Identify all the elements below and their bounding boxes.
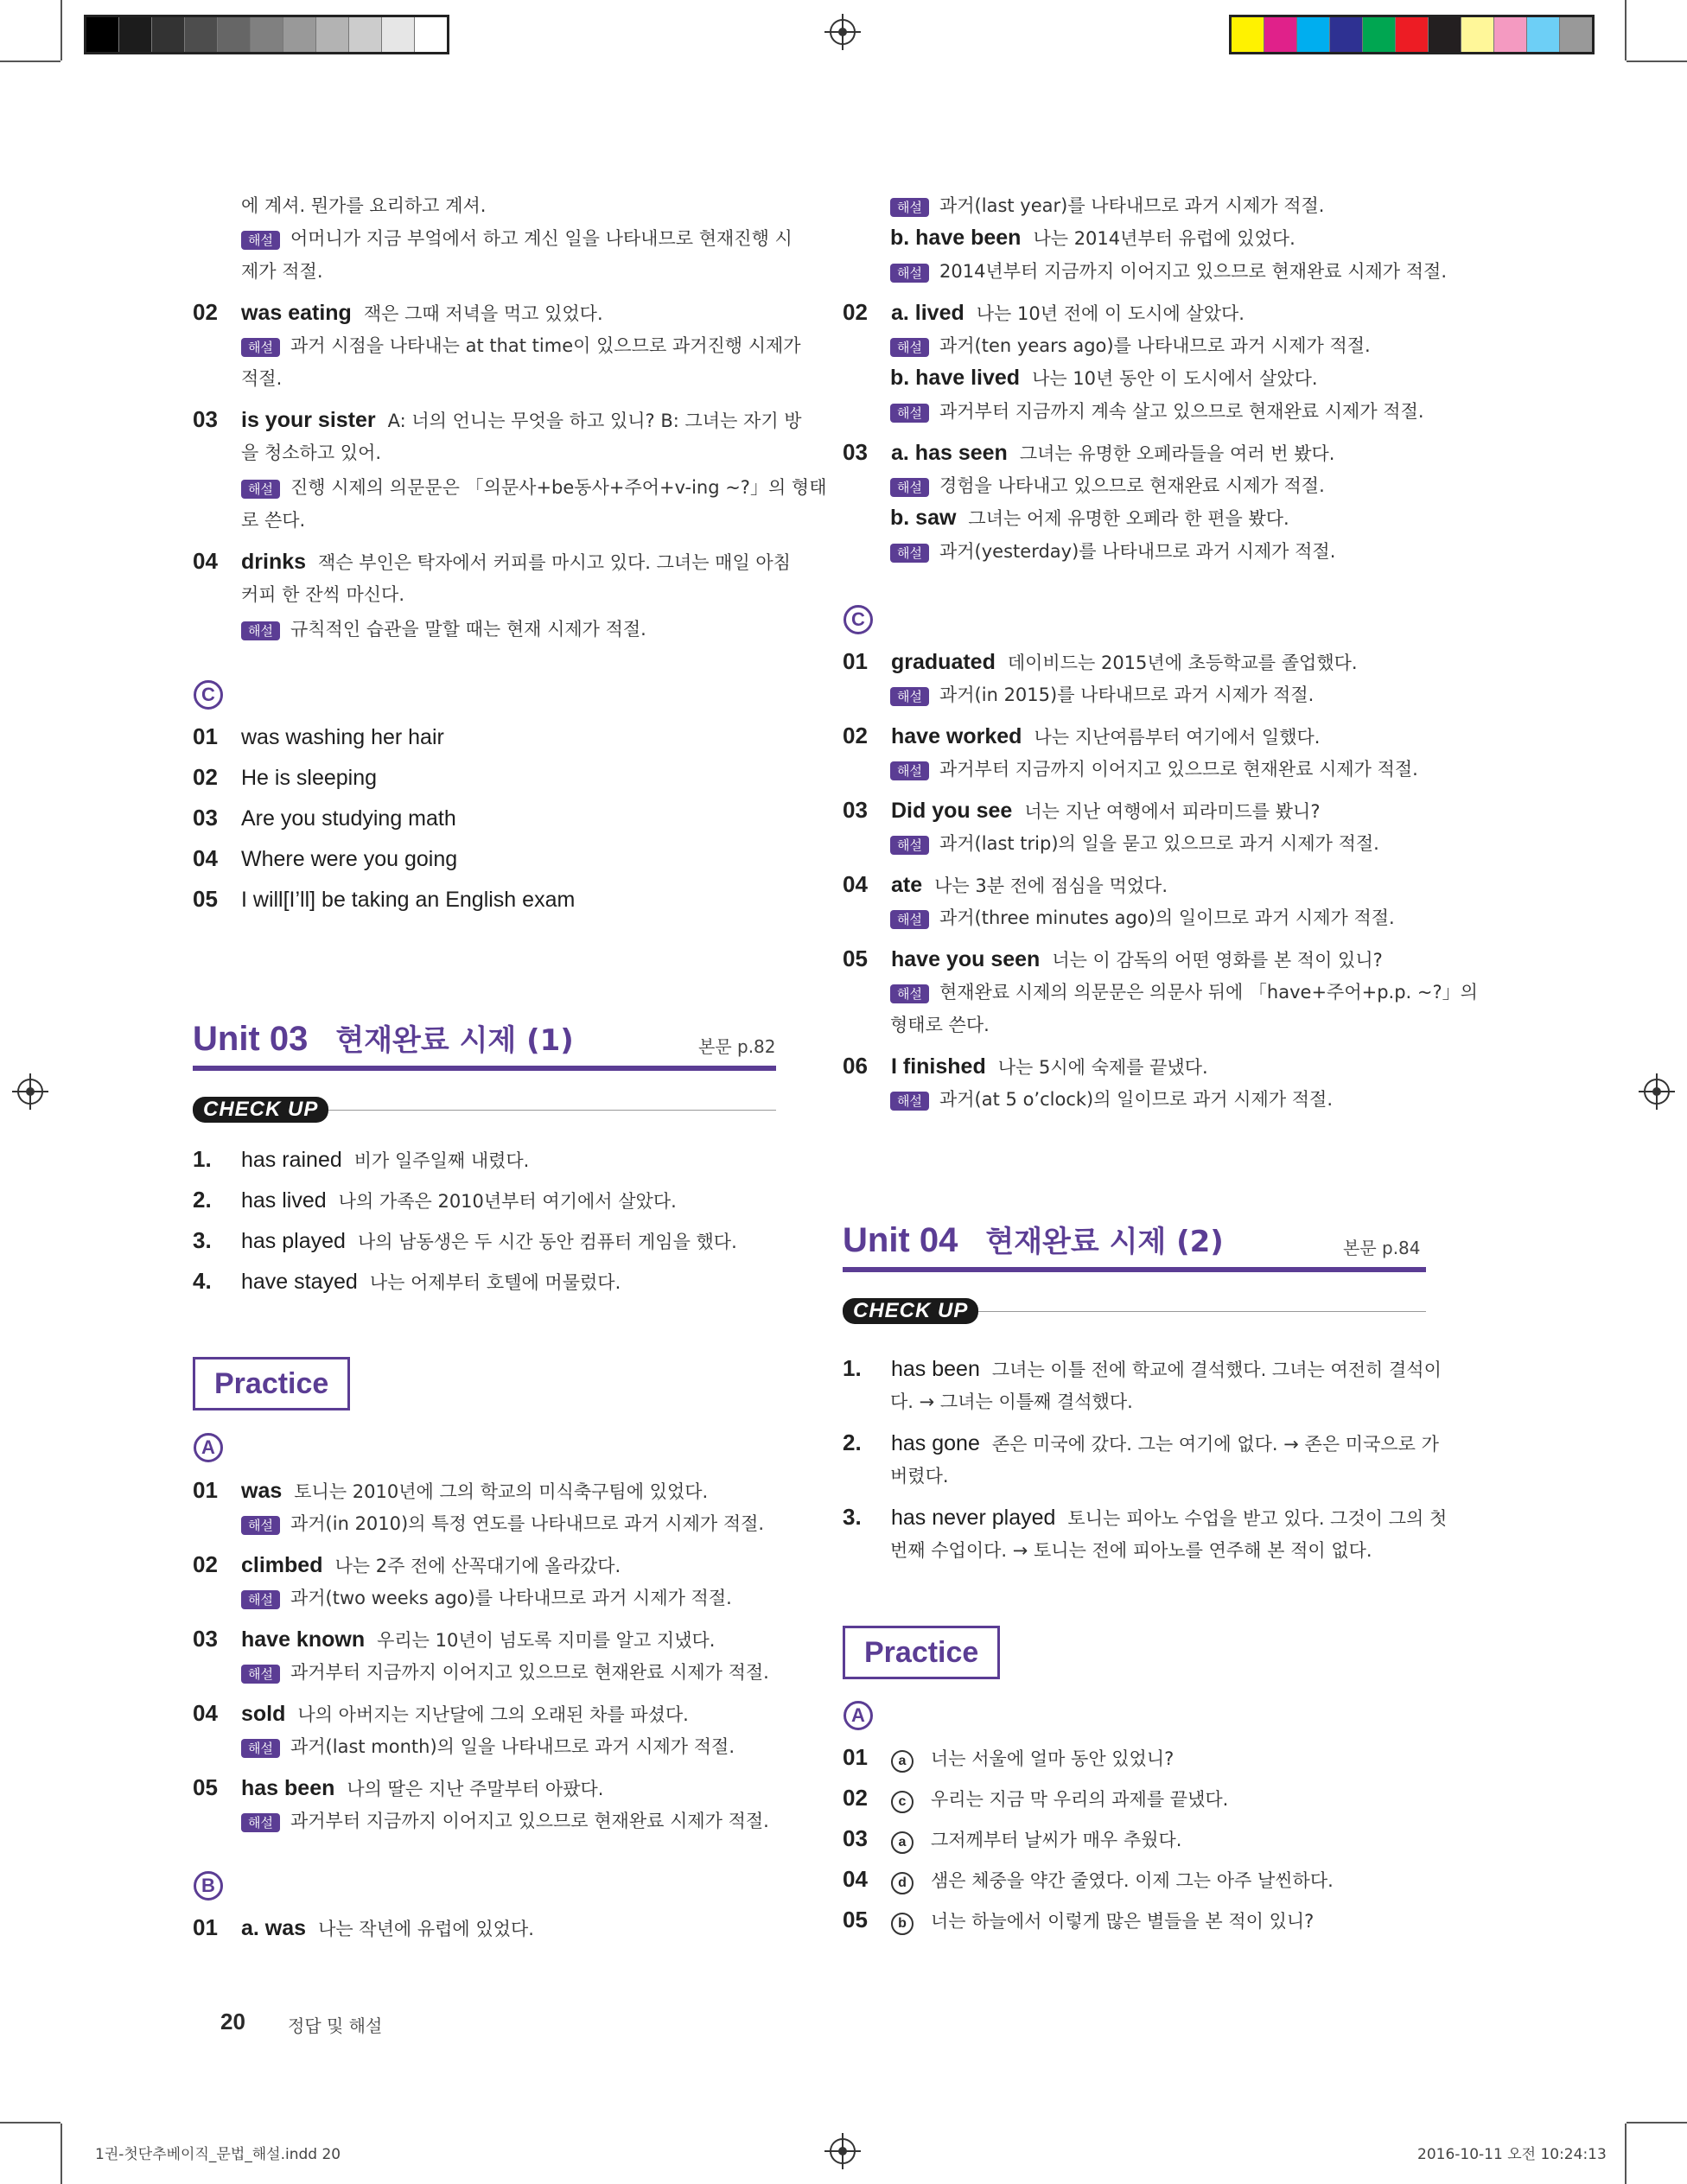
color-swatch <box>1232 17 1264 52</box>
unit-title: Unit 04 현재완료 시제 (2) <box>843 1221 1224 1259</box>
answer-item: 01 a. was 나는 작년에 유럽에 있었다. <box>193 1914 534 1940</box>
practice-label: Practice <box>193 1357 350 1410</box>
footer-title: 정답 및 해설 <box>288 2015 383 2036</box>
color-swatch <box>119 17 152 52</box>
explanation: 해설 과거(last year)를 나타내므로 과거 시제가 적절. <box>890 192 1324 218</box>
explanation-badge: 해설 <box>241 480 280 499</box>
answer-item: 04 ate 나는 3분 전에 점심을 먹었다. <box>843 871 1168 897</box>
answer-item: 04 d 샘은 체중을 약간 줄였다. 이제 그는 아주 날씬하다. <box>843 1866 1334 1894</box>
translation-cont: 다. → 그녀는 이틀째 결석했다. <box>890 1391 1133 1412</box>
registration-mark-icon <box>17 1079 43 1105</box>
crop-mark <box>1625 0 1627 60</box>
explanation-badge: 해설 <box>890 404 929 423</box>
unit-underline <box>193 1066 776 1071</box>
explanation-badge: 해설 <box>890 910 929 929</box>
explanation-badge: 해설 <box>241 1590 280 1609</box>
explanation-badge: 해설 <box>241 338 280 357</box>
answer-item: 01 a 너는 서울에 얼마 동안 있었니? <box>843 1744 1174 1773</box>
registration-mark-icon <box>1644 1079 1670 1105</box>
explanation-badge: 해설 <box>241 1516 280 1535</box>
explanation: 해설 과거(at 5 o’clock)의 일이므로 과거 시제가 적절. <box>890 1086 1333 1111</box>
section-a-label: A <box>194 1433 223 1462</box>
explanation: 해설 진행 시제의 의문문은 「의문사+be동사+주어+v-ing ~?」의 형태 <box>241 474 827 500</box>
explanation-badge: 해설 <box>890 1092 929 1111</box>
explanation-badge: 해설 <box>241 1739 280 1758</box>
section-c-label: C <box>194 680 223 710</box>
continued-line: 에 계셔. 뭔가를 요리하고 계셔. <box>241 195 487 216</box>
checkup-rule <box>328 1110 776 1111</box>
explanation: 해설 과거부터 지금까지 이어지고 있으므로 현재완료 시제가 적절. <box>241 1659 769 1684</box>
checkup-item: 3. has never played 토니는 피아노 수업을 받고 있다. 그것이 그의 첫 <box>843 1504 1448 1530</box>
color-swatch <box>1396 17 1429 52</box>
explanation-badge: 해설 <box>890 264 929 283</box>
explanation: 해설 과거(ten years ago)를 나타내므로 과거 시제가 적절. <box>890 332 1371 358</box>
answer-item: 05 b 너는 하늘에서 이렇게 많은 별들을 본 적이 있니? <box>843 1907 1314 1935</box>
color-swatch <box>185 17 218 52</box>
explanation: 해설 과거(three minutes ago)의 일이므로 과거 시제가 적절. <box>890 904 1395 930</box>
color-swatch <box>1494 17 1527 52</box>
explanation-badge: 해설 <box>241 1665 280 1684</box>
checkup-rule <box>978 1311 1426 1312</box>
answer-item: 06 I finished 나는 5시에 숙제를 끝냈다. <box>843 1053 1208 1079</box>
unit-underline <box>843 1267 1426 1272</box>
page-number: 20 <box>220 2009 245 2034</box>
explanation: 해설 과거(two weeks ago)를 나타내므로 과거 시제가 적절. <box>241 1584 732 1610</box>
answer-item: 03 Are you studying math <box>193 805 456 831</box>
explanation: 해설 2014년부터 지금까지 이어지고 있으므로 현재완료 시제가 적절. <box>890 258 1447 283</box>
explanation: 해설 과거(yesterday)를 나타내므로 과거 시제가 적절. <box>890 538 1335 564</box>
crop-mark <box>0 60 60 62</box>
color-swatch <box>316 17 349 52</box>
explanation-badge: 해설 <box>241 231 280 250</box>
explanation-badge: 해설 <box>241 621 280 640</box>
explanation: 해설 과거(in 2015)를 나타내므로 과거 시제가 적절. <box>890 681 1314 707</box>
explanation-badge: 해설 <box>890 544 929 563</box>
explanation-badge: 해설 <box>890 478 929 497</box>
explanation-cont: 로 쓴다. <box>241 510 306 531</box>
crop-mark <box>1627 2122 1687 2124</box>
color-swatch <box>283 17 316 52</box>
answer-choice-badge: c <box>891 1791 914 1813</box>
checkup-label: CHECK UP <box>843 1298 978 1324</box>
registration-mark-icon <box>830 2138 856 2164</box>
file-slug: 1권-첫단추베이직_문법_해설.indd 20 <box>95 2146 341 2163</box>
grayscale-color-bar <box>84 15 449 54</box>
answer-item: 02 have worked 나는 지난여름부터 여기에서 일했다. <box>843 723 1321 748</box>
translation-cont: 번째 수업이다. → 토니는 전에 피아노를 연주해 본 적이 없다. <box>890 1540 1372 1561</box>
checkup-item: 2. has gone 존은 미국에 갔다. 그는 여기에 없다. → 존은 미국으로 가 <box>843 1429 1439 1455</box>
color-swatch <box>415 17 447 52</box>
textbook-page-ref: 본문 p.84 <box>1343 1238 1421 1258</box>
answer-item: 03 is your sister A: 너의 언니는 무엇을 하고 있니? B: 그녀는 자기 방 <box>193 406 802 432</box>
explanation-badge: 해설 <box>890 984 929 1003</box>
answer-item: 05 has been 나의 딸은 지난 주말부터 아팠다. <box>193 1774 604 1800</box>
explanation: 해설 경험을 나타내고 있으므로 현재완료 시제가 적절. <box>890 472 1325 498</box>
checkup-item: 4. have stayed 나는 어제부터 호텔에 머물렀다. <box>193 1268 621 1294</box>
unit-title: Unit 03 현재완료 시제 (1) <box>193 1020 574 1058</box>
explanation-badge: 해설 <box>890 198 929 217</box>
practice-label: Practice <box>843 1626 1000 1679</box>
section-b-label: B <box>194 1871 223 1901</box>
explanation-badge: 해설 <box>890 836 929 855</box>
answer-item: 02 He is sleeping <box>193 764 378 790</box>
explanation-badge: 해설 <box>890 338 929 357</box>
color-swatch <box>1527 17 1560 52</box>
section-c-label: C <box>844 605 873 634</box>
answer-choice-badge: a <box>891 1831 914 1854</box>
translation-cont: 커피 한 잔씩 마신다. <box>241 584 404 605</box>
color-swatch <box>349 17 382 52</box>
explanation: 해설 과거(last trip)의 일을 묻고 있으므로 과거 시제가 적절. <box>890 830 1379 856</box>
registration-mark-icon <box>830 19 856 45</box>
explanation-cont: 제가 적절. <box>241 261 323 282</box>
answer-item: 01 was washing her hair <box>193 723 444 749</box>
explanation: 해설 어머니가 지금 부엌에서 하고 계신 일을 나타내므로 현재진행 시 <box>241 225 793 251</box>
answer-item: 03 Did you see 너는 지난 여행에서 피라미드를 봤니? <box>843 797 1321 823</box>
answer-item: 03 a. has seen 그녀는 유명한 오페라들을 여러 번 봤다. <box>843 439 1335 465</box>
crop-mark <box>1627 60 1687 62</box>
checkup-item: 2. has lived 나의 가족은 2010년부터 여기에서 살았다. <box>193 1187 677 1213</box>
answer-item: 01 graduated 데이비드는 2015년에 초등학교를 졸업했다. <box>843 648 1358 674</box>
color-swatch <box>1429 17 1461 52</box>
answer-item: 05 I will[I’ll] be taking an English exam <box>193 886 576 912</box>
explanation-badge: 해설 <box>890 687 929 706</box>
answer-item: 02 a. lived 나는 10년 전에 이 도시에 살았다. <box>843 299 1245 325</box>
answer-item: 03 have known 우리는 10년이 넘도록 지미를 알고 지냈다. <box>193 1626 716 1652</box>
explanation-badge: 해설 <box>890 761 929 780</box>
answer-choice-badge: b <box>891 1913 914 1935</box>
color-swatch <box>1461 17 1494 52</box>
explanation-badge: 해설 <box>241 1813 280 1832</box>
answer-item: 01 was 토니는 2010년에 그의 학교의 미식축구팀에 있었다. <box>193 1477 709 1503</box>
cmyk-color-bar <box>1229 15 1595 54</box>
translation-cont: 버렸다. <box>890 1466 949 1487</box>
color-swatch <box>1560 17 1592 52</box>
print-timestamp: 2016-10-11 오전 10:24:13 <box>1417 2146 1607 2163</box>
explanation: 해설 과거부터 지금까지 이어지고 있으므로 현재완료 시제가 적절. <box>241 1807 769 1833</box>
explanation-cont: 형태로 쓴다. <box>890 1015 990 1035</box>
checkup-item: 1. has rained 비가 일주일째 내렸다. <box>193 1146 530 1172</box>
color-swatch <box>86 17 119 52</box>
explanation: 해설 과거부터 지금까지 계속 살고 있으므로 현재완료 시제가 적절. <box>890 398 1424 423</box>
answer-item: 02 climbed 나는 2주 전에 산꼭대기에 올라갔다. <box>193 1551 621 1577</box>
color-swatch <box>1264 17 1297 52</box>
color-swatch <box>1363 17 1396 52</box>
answer-item: 04 drinks 잭슨 부인은 탁자에서 커피를 마시고 있다. 그녀는 매일 아침 <box>193 548 791 574</box>
checkup-item: 3. has played 나의 남동생은 두 시간 동안 컴퓨터 게임을 했다. <box>193 1227 737 1253</box>
answer-subitem: b. saw 그녀는 어제 유명한 오페라 한 편을 봤다. <box>890 506 1289 530</box>
answer-item: 02 c 우리는 지금 막 우리의 과제를 끝냈다. <box>843 1785 1228 1813</box>
explanation-cont: 적절. <box>241 368 283 389</box>
color-swatch <box>152 17 185 52</box>
explanation: 해설 현재완료 시제의 의문문은 의문사 뒤에 「have+주어+p.p. ~?」의 <box>890 978 1478 1004</box>
explanation: 해설 과거(in 2010)의 특정 연도를 나타내므로 과거 시제가 적절. <box>241 1510 764 1536</box>
answer-subitem: b. have lived 나는 10년 동안 이 도시에서 살았다. <box>890 366 1318 390</box>
color-swatch <box>382 17 415 52</box>
answer-item: 04 Where were you going <box>193 845 458 871</box>
color-swatch <box>1297 17 1330 52</box>
crop-mark <box>60 0 62 60</box>
answer-choice-badge: a <box>891 1750 914 1773</box>
color-swatch <box>251 17 283 52</box>
section-a-label: A <box>844 1701 873 1730</box>
explanation: 해설 과거 시점을 나타내는 at that time이 있으므로 과거진행 시제가 <box>241 332 801 358</box>
color-swatch <box>1330 17 1363 52</box>
explanation: 해설 과거부터 지금까지 이어지고 있으므로 현재완료 시제가 적절. <box>890 755 1418 781</box>
color-swatch <box>218 17 251 52</box>
crop-mark <box>60 2124 62 2184</box>
answer-item: 03 a 그저께부터 날씨가 매우 추웠다. <box>843 1825 1181 1854</box>
answer-subitem: b. have been 나는 2014년부터 유럽에 있었다. <box>890 226 1295 250</box>
answer-choice-badge: d <box>891 1872 914 1894</box>
crop-mark <box>0 2122 60 2124</box>
textbook-page-ref: 본문 p.82 <box>698 1036 776 1057</box>
crop-mark <box>1625 2124 1627 2184</box>
answer-item: 05 have you seen 너는 이 감독의 어떤 영화를 본 적이 있니? <box>843 946 1383 971</box>
explanation: 해설 규칙적인 습관을 말할 때는 현재 시제가 적절. <box>241 615 646 641</box>
answer-item: 04 sold 나의 아버지는 지난달에 그의 오래된 차를 파셨다. <box>193 1700 689 1726</box>
checkup-item: 1. has been 그녀는 이틀 전에 학교에 결석했다. 그녀는 여전히 결석이 <box>843 1355 1442 1381</box>
answer-item: 02 was eating 잭은 그때 저녁을 먹고 있었다. <box>193 299 603 325</box>
translation-cont: 을 청소하고 있어. <box>241 443 382 463</box>
explanation: 해설 과거(last month)의 일을 나타내므로 과거 시제가 적절. <box>241 1733 735 1759</box>
checkup-label: CHECK UP <box>193 1097 328 1123</box>
